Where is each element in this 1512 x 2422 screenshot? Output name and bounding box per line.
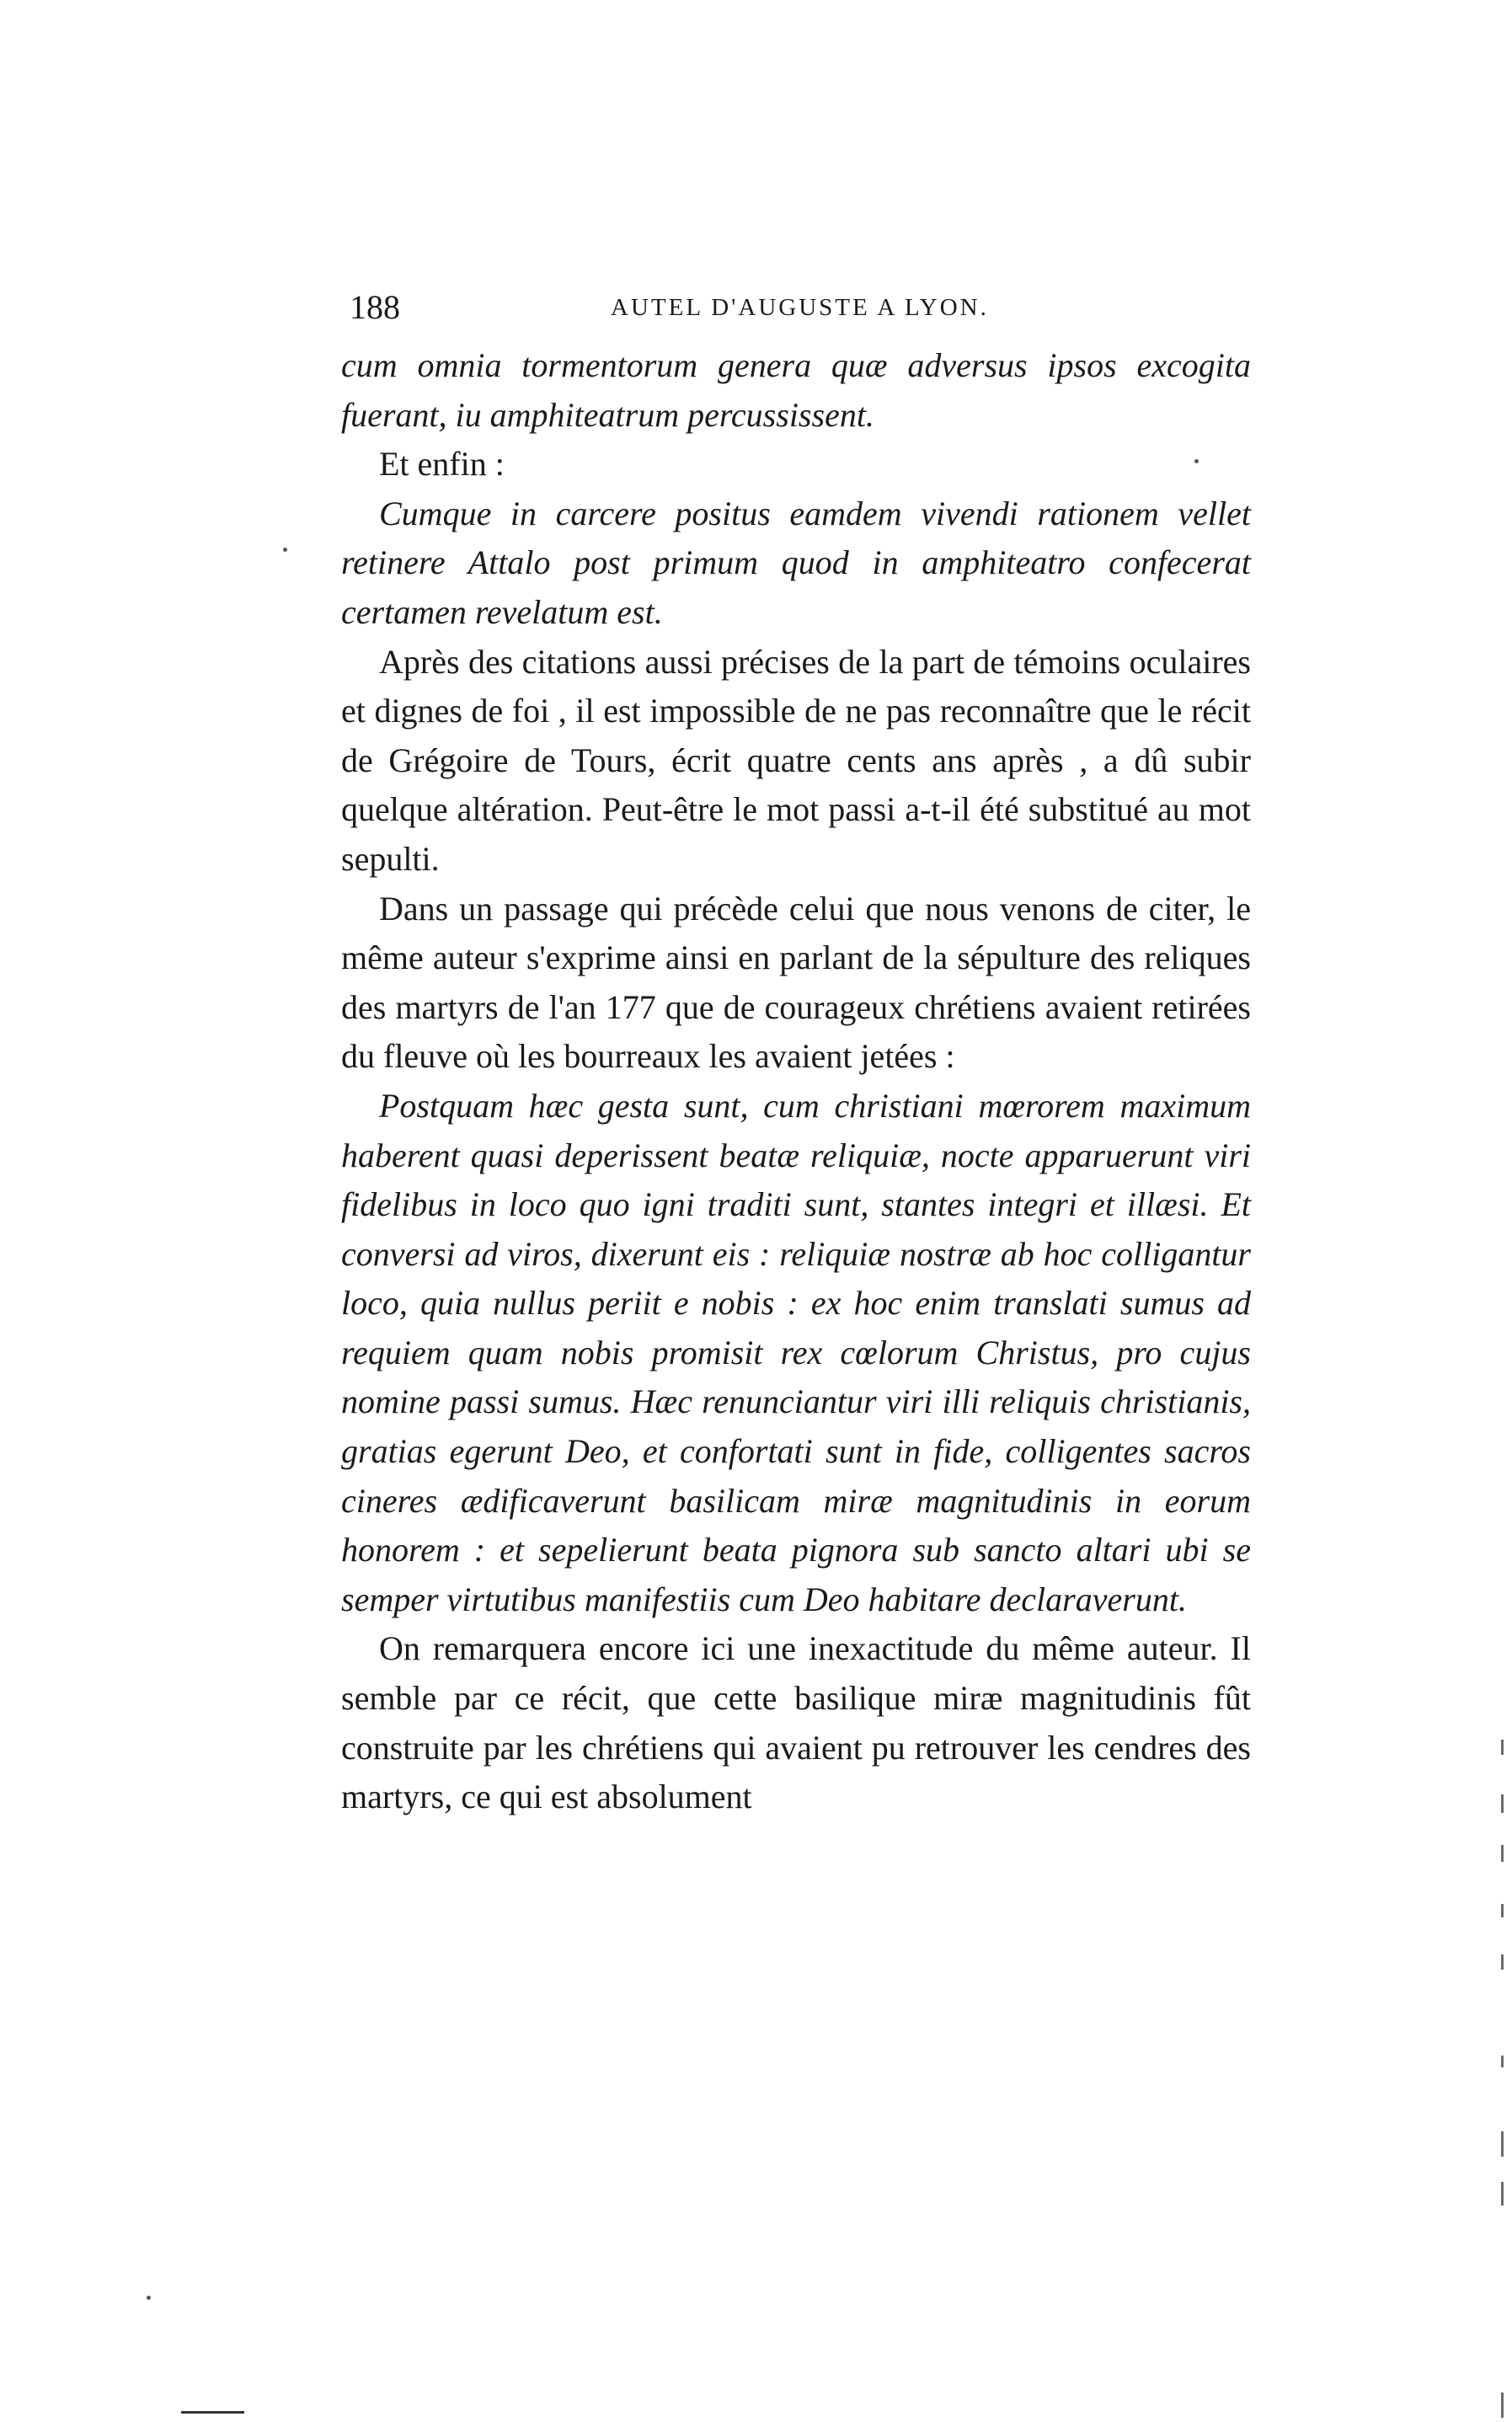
page-number: 188 [350, 288, 400, 326]
scan-edge-mark [1501, 2182, 1504, 2205]
paragraph-latin-quote-2: Cumque in carcere positus eamdem vivendi rationem vellet retinere Attalo post primum quod in amphiteatro confecerat certamen revelatum est. [341, 494, 1251, 631]
scan-speck [147, 2296, 151, 2300]
scan-edge-mark [1501, 1904, 1504, 1917]
body-text [341, 341, 1251, 1822]
page-header [341, 282, 1251, 333]
scan-bottom-line [181, 2411, 244, 2414]
scan-speck [283, 548, 287, 552]
paragraph-dans-un-passage: Dans un passage qui précède celui que nous venons de citer, le même auteur s'exprime ainsi en parlant de la sépulture des reliques des martyrs de l'an 177 que de courageux chrétiens avaient retirées du fleuve où les bourreaux les avaient jetées : [341, 889, 1251, 1076]
scan-edge-mark [1501, 2056, 1504, 2067]
paragraph-apres-citations: Après des citations aussi précises de la part de témoins oculaires et dignes de foi , il est impossible de ne pas reconnaître que le récit de Grégoire de Tours, écrit quatre cents ans après , a dû subir quelque altération. Peut-être le mot passi a-t-il été substitué au mot sepulti. [341, 642, 1251, 878]
paragraph-on-remarquera: On remarquera encore ici une inexactitude du même auteur. Il semble par ce récit, que cette basilique miræ magnitudinis fût construite par les chrétiens qui avaient pu retrouver les cendres des martyrs, ce qui est absolument [341, 1629, 1251, 1816]
scan-edge-mark [1501, 1794, 1504, 1813]
scan-edge-mark [1501, 1845, 1504, 1862]
paragraph-latin-quote-1: cum omnia tormentorum genera quæ adversus ipsos excogita fuerant, iu amphiteatrum percussissent. [341, 346, 1251, 434]
running-title: AUTEL D'AUGUSTE A LYON. [611, 294, 989, 321]
scan-speck [1194, 459, 1199, 463]
scan-edge-mark [1501, 2393, 1504, 2418]
scan-edge-mark [1501, 2131, 1504, 2157]
paragraph-latin-quote-3: Postquam hæc gesta sunt, cum christiani mœrorem maximum haberent quasi deperissent beatæ reliquiæ, nocte apparuerunt viri fidelibus in loco quo igni traditi sunt, stantes integri et illæsi. Et conversi ad viros, dixerunt eis : reliquiæ nostræ ab hoc colligantur loco, quia nullus periit e nobis : ex hoc enim translati sumus ad requiem quam nobis promisit rex cœlorum Christus, pro cujus nomine passi sumus. Hæc renunciantur viri illi reliquis christianis, gratias egerunt Deo, et confortati sunt in fide, colligentes sacros cineres ædificaverunt basilicam miræ magnitudinis in eorum honorem : et sepelierunt beata pignora sub sancto altari ubi se semper virtutibus manifestiis cum Deo habitare declaraverunt. [341, 1086, 1251, 1618]
scan-edge-mark [1501, 1740, 1504, 1755]
paragraph-et-enfin: Et enfin : [379, 445, 505, 484]
scan-edge-mark [1501, 1954, 1504, 1970]
